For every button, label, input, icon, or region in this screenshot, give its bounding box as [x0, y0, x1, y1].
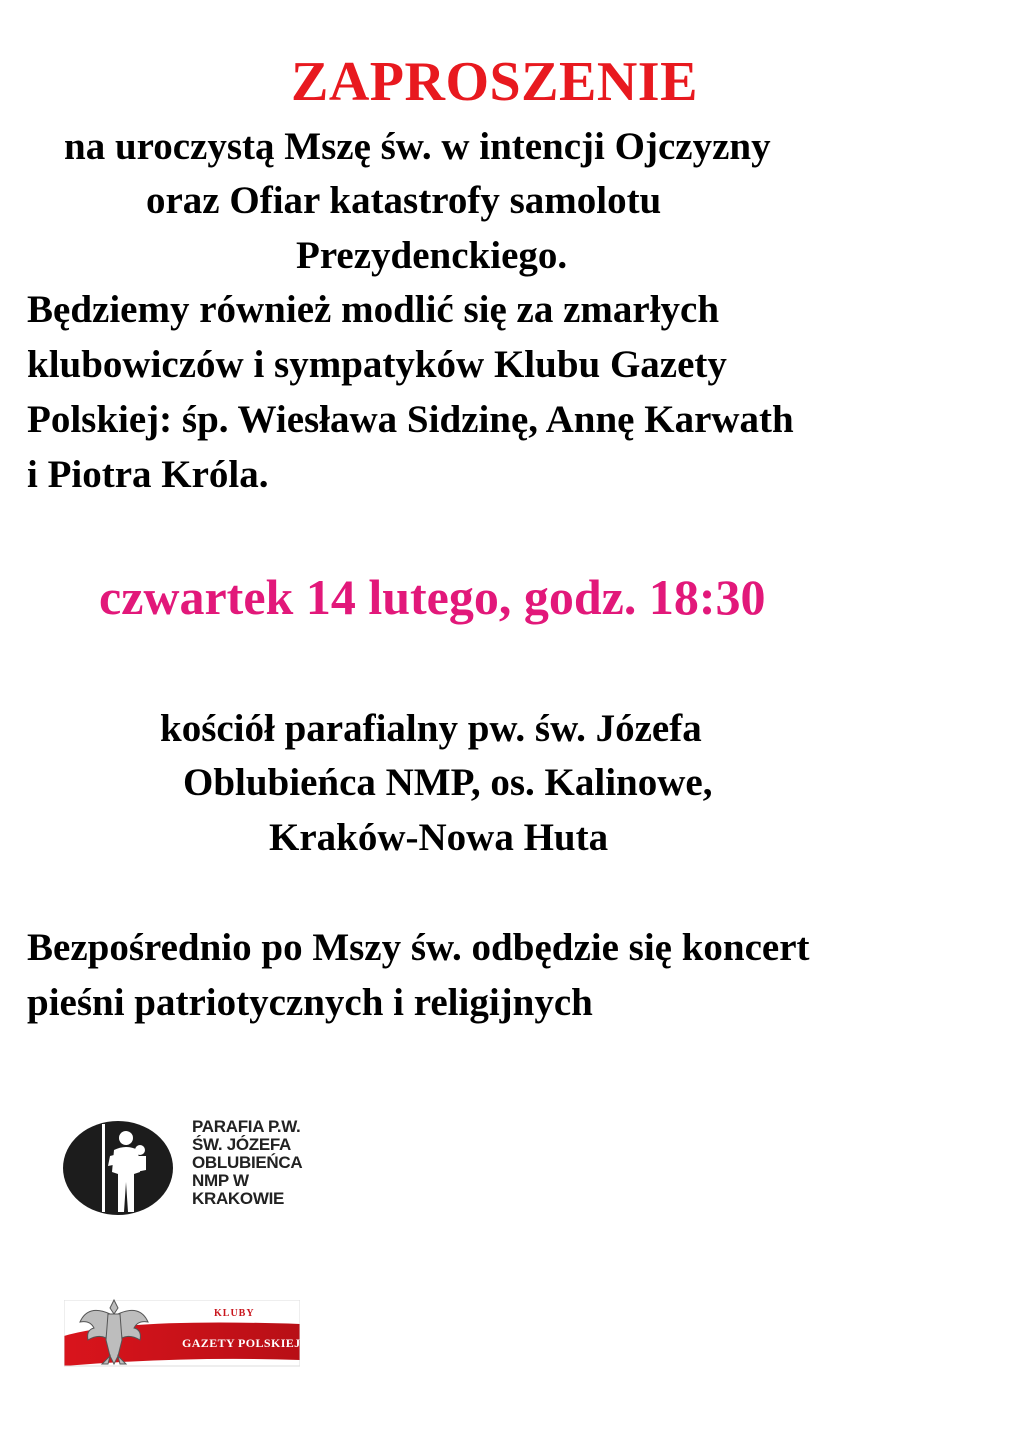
- parish-logo: [62, 1118, 352, 1218]
- prayer-line-3: Polskiej: śp. Wiesława Sidzinę, Annę Karwath: [27, 398, 794, 441]
- clubs-logo: [64, 1300, 300, 1370]
- location-line-2: Oblubieńca NMP, os. Kalinowe,: [183, 761, 713, 804]
- event-date-time: czwartek 14 lutego, godz. 18:30: [99, 569, 766, 625]
- clubs-logo-top-text: KLUBY: [214, 1308, 255, 1319]
- clubs-logo-bottom-text: GAZETY POLSKIEJ: [182, 1336, 301, 1350]
- st-joseph-emblem-icon: [62, 1120, 174, 1216]
- parish-logo-line-3: OBLUBIEŃCA: [192, 1153, 303, 1172]
- prayer-line-2: klubowiczów i sympatyków Klubu Gazety: [27, 343, 727, 386]
- location-line-3: Kraków-Nowa Huta: [269, 816, 609, 859]
- parish-logo-line-4: NMP W: [192, 1171, 249, 1190]
- parish-logo-text: [192, 1118, 302, 1208]
- concert-line-1: Bezpośrednio po Mszy św. odbędzie się koncert: [27, 926, 810, 969]
- intro-line-3: Prezydenckiego.: [296, 234, 568, 277]
- prayer-line-1: Będziemy również modlić się za zmarłych: [27, 288, 720, 331]
- parish-logo-line-1: PARAFIA P.W.: [192, 1117, 301, 1136]
- intro-line-1: na uroczystą Mszę św. w intencji Ojczyzny: [64, 125, 771, 168]
- prayer-line-4: i Piotra Króla.: [27, 453, 269, 496]
- invitation-title: ZAPROSZENIE: [291, 51, 698, 113]
- parish-logo-line-2: ŚW. JÓZEFA: [192, 1135, 292, 1154]
- concert-line-2: pieśni patriotycznych i religijnych: [27, 981, 593, 1024]
- eagle-emblem-icon: [74, 1294, 154, 1366]
- location-line-1: kościół parafialny pw. św. Józefa: [160, 707, 702, 750]
- intro-line-2: oraz Ofiar katastrofy samolotu: [146, 179, 662, 222]
- parish-logo-line-5: KRAKOWIE: [192, 1189, 285, 1208]
